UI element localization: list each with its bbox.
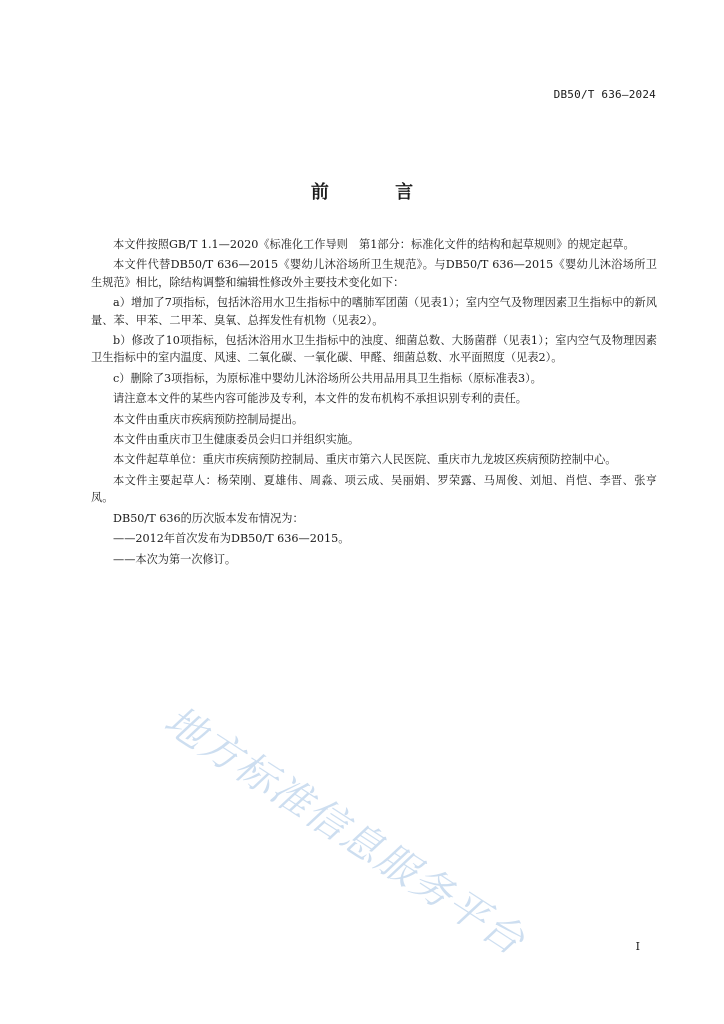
list-item: ——2012年首次发布为DB50/T 636—2015。 — [113, 532, 350, 546]
paragraph: 本文件由重庆市疾病预防控制局提出。 — [113, 412, 304, 426]
paragraph: 请注意本文件的某些内容可能涉及专利，本文件的发布机构不承担识别专利的责任。 — [113, 392, 527, 406]
document-code: DB50/T 636—2024 — [553, 88, 656, 101]
watermark: 地方标准信息服务平台 — [156, 697, 534, 965]
paragraph: a）增加了7项指标，包括沐浴用水卫生指标中的嗜肺军团菌（见表1）；室内空气及物理因素卫生指标中的新风量、苯、甲苯、二甲苯、臭氧、总挥发性有机物（见表2）。 — [91, 296, 657, 327]
paragraph: 本文件主要起草人：杨荣刚、夏雄伟、周淼、项云成、吴丽娟、罗荣露、马周俊、刘旭、肖恺、李晋、张亨凤。 — [91, 473, 657, 505]
paragraph: 本文件按照GB/T 1.1—2020《标准化工作导则 第1部分：标准化文件的结构和起草规则》的规定起草。 — [113, 238, 635, 251]
list-item: ——本次为第一次修订。 — [113, 552, 237, 566]
paragraph: b）修改了10项指标，包括沐浴用水卫生指标中的浊度、细菌总数、大肠菌群（见表1）；室内空气及物理因素卫生指标中的室内温度、风速、二氧化碳、一氧化碳、甲醛、细菌总数、水平面照度（见表2）。 — [91, 334, 657, 365]
page-number: I — [635, 940, 640, 953]
paragraph: 本文件起草单位：重庆市疾病预防控制局、重庆市第六人民医院、重庆市九龙坡区疾病预防控制中心。 — [113, 453, 617, 467]
paragraph: c）删除了3项指标，为原标准中婴幼儿沐浴场所公共用品用具卫生指标（原标准表3）。 — [113, 371, 542, 385]
foreword-body — [91, 236, 657, 571]
paragraph: DB50/T 636的历次版本发布情况为： — [113, 511, 304, 525]
paragraph: 本文件由重庆市卫生健康委员会归口并组织实施。 — [113, 433, 360, 447]
section-title: 前 言 — [310, 182, 444, 203]
paragraph: 本文件代替DB50/T 636—2015《婴幼儿沐浴场所卫生规范》。与DB50/T 636—2015《婴幼儿沐浴场所卫生规范》相比，除结构调整和编辑性修改外主要技术变化如下： — [91, 258, 657, 289]
